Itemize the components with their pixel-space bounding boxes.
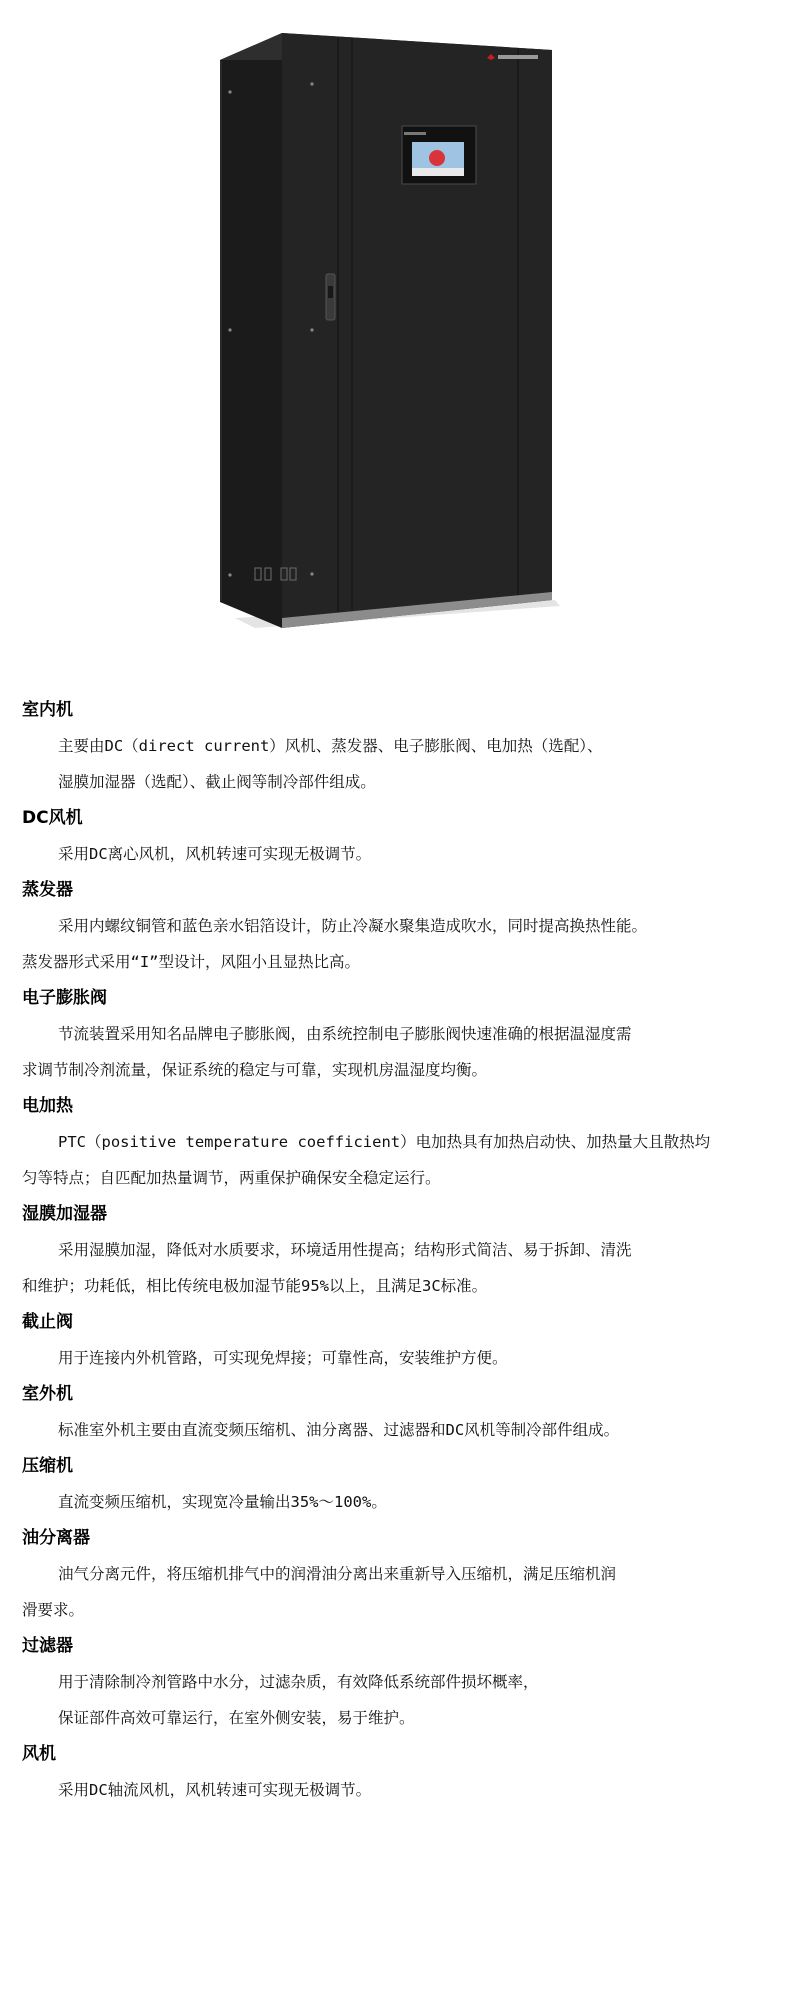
spec-section [22, 1736, 774, 1808]
section-title: 过滤器 [22, 1636, 73, 1656]
section-text-line: 采用湿膜加湿，降低对水质要求，环境适用性提高；结构形式简洁、易于拆卸、清洗 [58, 1241, 632, 1259]
spec-section [22, 1196, 774, 1304]
section-text-line: 求调节制冷剂流量，保证系统的稳定与可靠，实现机房温湿度均衡。 [22, 1061, 488, 1079]
section-title: 湿膜加湿器 [22, 1204, 107, 1224]
section-text-line: 用于清除制冷剂管路中水分，过滤杂质，有效降低系统部件损坏概率， [58, 1673, 539, 1691]
spec-document [22, 692, 774, 1808]
touch-screen-display-icon[interactable] [402, 126, 476, 184]
section-title: 蒸发器 [22, 880, 73, 900]
spec-section [22, 1520, 774, 1628]
section-text-line: 湿膜加湿器（选配）、截止阀等制冷部件组成。 [58, 773, 376, 791]
spec-section [22, 872, 774, 980]
door-handle-icon[interactable] [326, 274, 335, 320]
spec-section [22, 692, 774, 800]
spec-section [22, 800, 774, 872]
section-title: 电加热 [22, 1096, 73, 1116]
section-text-line: 滑要求。 [22, 1601, 85, 1619]
product-image [0, 0, 790, 660]
section-title: 室内机 [22, 700, 73, 720]
section-text-line: 主要由DC（direct current）风机、蒸发器、电子膨胀阀、电加热（选配）、 [58, 737, 603, 755]
section-text-line: 保证部件高效可靠运行，在室外侧安装，易于维护。 [58, 1709, 415, 1727]
section-title: 截止阀 [22, 1312, 73, 1332]
section-text-line: 采用内螺纹铜管和蓝色亲水铝箔设计，防止冷凝水聚集造成吹水，同时提高换热性能。 [58, 917, 648, 935]
section-title: 压缩机 [22, 1456, 73, 1476]
section-text-line: 节流装置采用知名品牌电子膨胀阀，由系统控制电子膨胀阀快速准确的根据温湿度需 [58, 1025, 632, 1043]
spec-section [22, 1628, 774, 1736]
section-text-line: 采用DC轴流风机，风机转速可实现无极调节。 [58, 1781, 372, 1799]
section-title: 风机 [22, 1744, 56, 1764]
cabinet-front-panel [282, 33, 552, 628]
section-title: DC风机 [22, 808, 83, 828]
spec-section [22, 1304, 774, 1376]
section-text-line: 标准室外机主要由直流变频压缩机、油分离器、过滤器和DC风机等制冷部件组成。 [58, 1421, 620, 1439]
section-text-line: 直流变频压缩机，实现宽冷量输出35%～100%。 [58, 1493, 387, 1511]
section-text-line: 用于连接内外机管路，可实现免焊接；可靠性高，安装维护方便。 [58, 1349, 508, 1367]
section-text-line: 和维护；功耗低，相比传统电极加湿节能95%以上，且满足3C标准。 [22, 1277, 488, 1295]
section-title: 室外机 [22, 1384, 73, 1404]
spec-section [22, 1376, 774, 1448]
spec-section [22, 1448, 774, 1520]
section-title: 电子膨胀阀 [22, 988, 107, 1008]
section-title: 油分离器 [22, 1528, 90, 1548]
section-text-line: PTC（positive temperature coefficient）电加热具有加热启动快、加热量大且散热均 [58, 1133, 711, 1151]
section-text-line: 油气分离元件，将压缩机排气中的润滑油分离出来重新导入压缩机，满足压缩机润 [58, 1565, 617, 1583]
spec-section [22, 980, 774, 1088]
section-text-line: 采用DC离心风机，风机转速可实现无极调节。 [58, 845, 372, 863]
section-text-line: 匀等特点；自匹配加热量调节，两重保护确保安全稳定运行。 [22, 1169, 441, 1187]
spec-section [22, 1088, 774, 1196]
section-text-line: 蒸发器形式采用“I”型设计，风阻小且显热比高。 [22, 953, 360, 971]
